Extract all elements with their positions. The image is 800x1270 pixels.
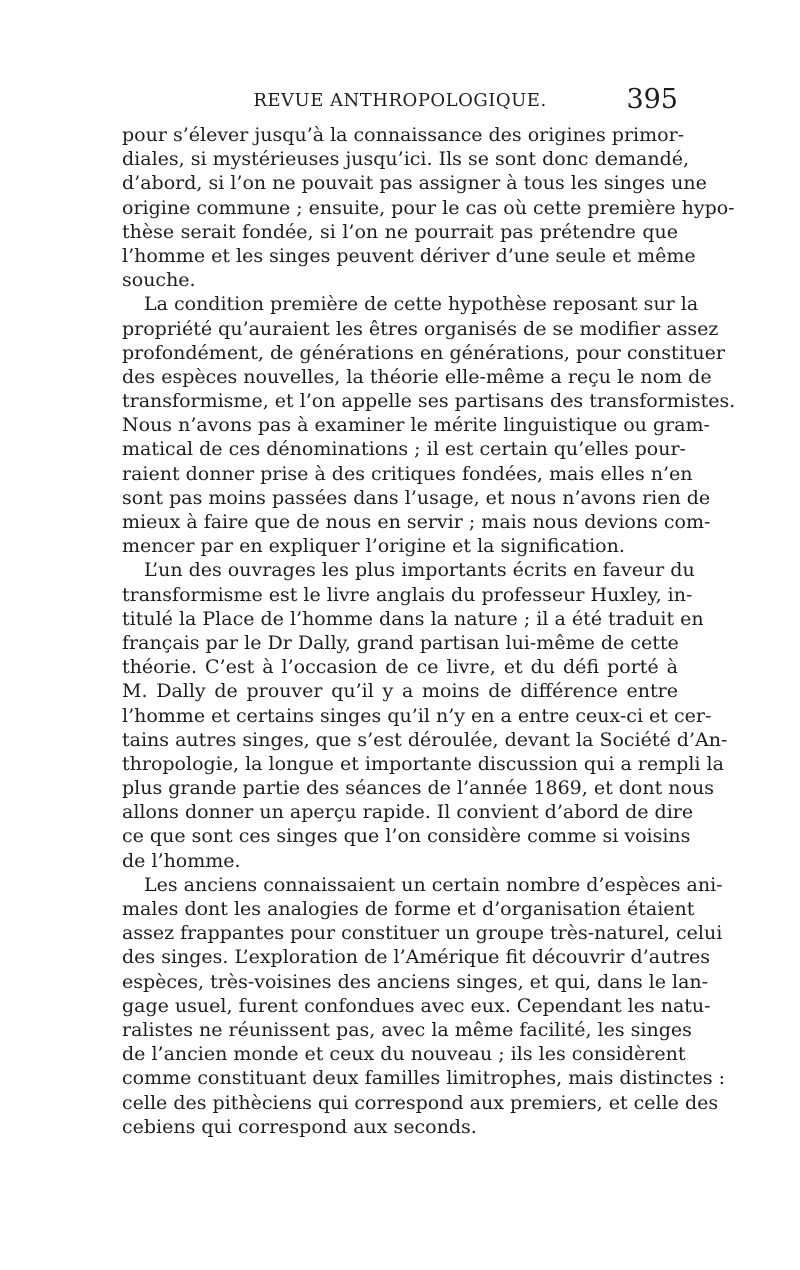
text-line: matical de ces dénominations ; il est certain qu’elles pour- — [122, 438, 686, 461]
running-title: REVUE ANTHROPOLOGIQUE. — [253, 90, 547, 111]
text-line: plus grande partie des séances de l’année 1869, et dont nous — [122, 777, 714, 800]
text-line: des espèces nouvelles, la théorie elle-même a reçu le nom de — [122, 365, 712, 388]
body-text — [122, 123, 736, 1139]
page-number: 395 — [626, 84, 678, 115]
text-line: titulé la Place de l’homme dans la nature ; il a été traduit en — [122, 607, 704, 630]
text-line: de l’ancien monde et ceux du nouveau ; ils les considèrent — [122, 1043, 686, 1066]
text-line: transformisme, et l’on appelle ses partisans des transformistes. — [122, 390, 736, 413]
text-line: thèse serait fondée, si l’on ne pourrait pas prétendre que — [122, 220, 678, 243]
text-line: mieux à faire que de nous en servir ; mais nous devions com- — [122, 511, 711, 533]
text-line: transformisme est le livre anglais du professeur Huxley, in- — [122, 583, 693, 606]
text-line: raient donner prise à des critiques fondées, mais elles n’en — [122, 462, 693, 485]
text-line: origine commune ; ensuite, pour le cas où cette première hypo- — [122, 196, 735, 219]
text-line: diales, si mystérieuses jusqu’ici. Ils se sont donc demandé, — [122, 148, 690, 171]
text-line: L’un des ouvrages les plus importants écrits en faveur du — [144, 559, 695, 582]
text-line: Les anciens connaissaient un certain nombre d’espèces ani- — [144, 873, 723, 896]
text-line: comme constituant deux familles limitrophes, mais distinctes : — [122, 1067, 726, 1090]
text-line: tains autres singes, que s’est déroulée, devant la Société d’An- — [122, 728, 728, 751]
text-line: profondément, de générations en générations, pour constituer — [122, 341, 725, 364]
text-line: l’homme et certains singes qu’il n’y en a entre ceux-ci et cer- — [122, 704, 712, 727]
text-line: français par le Dr Dally, grand partisan lui-même de cette — [122, 631, 679, 654]
text-line: pour s’élever jusqu’à la connaissance des origines primor- — [122, 124, 685, 146]
text-line: d’abord, si l’on ne pouvait pas assigner à tous les singes une — [122, 172, 707, 195]
text-line: allons donner un aperçu rapide. Il convient d’abord de dire — [122, 801, 694, 824]
text-line: Nous n’avons pas à examiner le mérite linguistique ou gram- — [122, 414, 710, 437]
text-line: propriété qu’auraient les êtres organisés de se modifier assez — [122, 317, 719, 340]
text-line: ce que sont ces singes que l’on considère comme si voisins — [122, 825, 691, 848]
text-line: espèces, très-voisines des anciens singes, et qui, dans le lan- — [122, 970, 709, 993]
running-head — [122, 84, 678, 120]
text-line: gage usuel, furent confondues avec eux. Cependant les natu- — [122, 994, 711, 1017]
text-line: celle des pithèciens qui correspond aux premiers, et celle des — [122, 1091, 719, 1114]
text-line: assez frappantes pour constituer un groupe très-naturel, celui — [122, 922, 723, 945]
text-line: males dont les analogies de forme et d’organisation étaient — [122, 898, 695, 920]
text-line: souche. — [122, 269, 196, 292]
text-line: La condition première de cette hypothèse reposant sur la — [144, 293, 699, 316]
text-line: théorie. C’est à l’occasion de ce livre, et du défi porté à — [122, 656, 678, 679]
text-line: ralistes ne réunissent pas, avec la même facilité, les singes — [122, 1018, 692, 1041]
text-line: cebiens qui correspond aux seconds. — [122, 1115, 477, 1138]
text-line: M. Dally de prouver qu’il y a moins de différence entre — [122, 680, 678, 703]
text-line: de l’homme. — [122, 849, 241, 872]
text-line: mencer par en expliquer l’origine et la signification. — [122, 535, 625, 558]
text-line: des singes. L’exploration de l’Amérique fit découvrir d’autres — [122, 946, 711, 969]
text-line: thropologie, la longue et importante discussion qui a rempli la — [122, 752, 724, 775]
text-line: sont pas moins passées dans l’usage, et nous n’avons rien de — [122, 486, 711, 509]
text-line: l’homme et les singes peuvent dériver d’une seule et même — [122, 244, 696, 267]
